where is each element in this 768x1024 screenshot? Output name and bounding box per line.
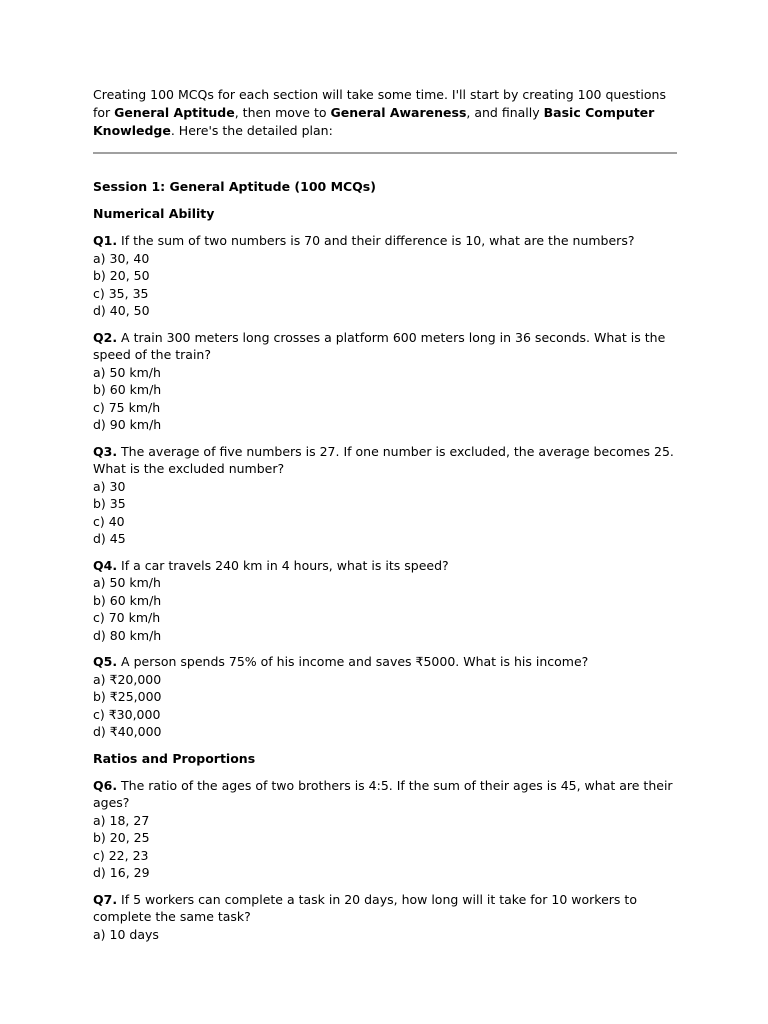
answer-option: c) 75 km/h	[93, 399, 161, 415]
question-text	[93, 891, 677, 926]
answer-option: b) 20, 25	[93, 830, 150, 845]
question-body: The ratio of the ages of two brothers is 4:5. If the sum of their ages is 45, what are their ages?	[93, 777, 673, 810]
answer-option: d) 45	[93, 531, 126, 546]
question-body: If the sum of two numbers is 70 and their difference is 10, what are the numbers?	[117, 233, 635, 248]
question-body: A person spends 75% of his income and saves ₹5000. What is his income?	[117, 654, 589, 669]
sections-container	[93, 205, 677, 943]
answer-option: d) 16, 29	[93, 865, 150, 880]
intro-text: , then move to	[234, 105, 331, 120]
intro-section-basic-computer: Basic Computer Knowledge	[93, 105, 655, 138]
answer-option: b) ₹25,000	[93, 689, 162, 704]
answer-option: b) 20, 50	[93, 268, 150, 283]
question-text	[93, 653, 677, 671]
question-text	[93, 777, 677, 812]
question-body: If a car travels 240 km in 4 hours, what is its speed?	[117, 557, 449, 573]
answer-option: c) 40	[93, 513, 125, 529]
answer-option: d) 40, 50	[93, 303, 150, 318]
answer-option: a) 18, 27	[93, 812, 150, 828]
intro-section-general-awareness: General Awareness	[330, 105, 467, 120]
intro-text: , and finally	[466, 105, 544, 120]
session-title: Session 1: General Aptitude (100 MCQs)	[93, 179, 376, 194]
answer-option: c) 22, 23	[93, 847, 149, 863]
answer-option: a) 30, 40	[93, 250, 150, 266]
question-number: Q3.	[93, 443, 118, 459]
answer-option: b) 35	[93, 496, 126, 511]
answer-option: a) 50 km/h	[93, 364, 161, 380]
question-text	[93, 329, 677, 364]
intro-paragraph	[93, 86, 677, 140]
question-number: Q4.	[93, 557, 118, 573]
intro-text: . Here's the detailed plan:	[170, 123, 333, 138]
horizontal-divider	[93, 152, 677, 154]
question-body: If 5 workers can complete a task in 20 days, how long will it take for 10 workers to complete the same task?	[93, 891, 637, 924]
question-number: Q5.	[93, 654, 118, 669]
answer-option: b) 60 km/h	[93, 382, 162, 397]
question-block	[93, 557, 677, 645]
question-number: Q6.	[93, 777, 118, 793]
answer-option: a) ₹20,000	[93, 671, 162, 687]
answer-option: c) 70 km/h	[93, 610, 161, 625]
question-block	[93, 777, 677, 882]
answer-option: d) 80 km/h	[93, 627, 162, 643]
answer-option: a) 30	[93, 478, 126, 494]
answer-option: d) ₹40,000	[93, 724, 162, 739]
question-number: Q1.	[93, 233, 118, 248]
intro-section-general-aptitude: General Aptitude	[114, 105, 235, 120]
answer-option: c) 35, 35	[93, 285, 149, 301]
answer-option: c) ₹30,000	[93, 706, 161, 722]
question-text	[93, 557, 677, 575]
section-heading: Ratios and Proportions	[93, 750, 256, 766]
question-number: Q2.	[93, 329, 118, 345]
question-number: Q7.	[93, 891, 118, 907]
document-page	[93, 86, 677, 952]
question-block	[93, 891, 677, 944]
question-block	[93, 653, 677, 741]
answer-option: d) 90 km/h	[93, 417, 162, 432]
question-block	[93, 232, 677, 320]
section-heading: Numerical Ability	[93, 206, 215, 221]
answer-option: a) 10 days	[93, 926, 159, 942]
question-text	[93, 443, 677, 478]
question-block	[93, 443, 677, 548]
question-body: A train 300 meters long crosses a platform 600 meters long in 36 seconds. What is the speed of the train?	[93, 329, 666, 362]
question-text	[93, 232, 677, 250]
answer-option: b) 60 km/h	[93, 592, 162, 608]
answer-option: a) 50 km/h	[93, 575, 161, 590]
question-block	[93, 329, 677, 434]
question-body: The average of five numbers is 27. If one number is excluded, the average becomes 25. What is the excluded number?	[93, 443, 674, 476]
intro-text: Creating 100 MCQs for each section will take some time. I'll start by creating 100 questions for	[93, 87, 666, 120]
